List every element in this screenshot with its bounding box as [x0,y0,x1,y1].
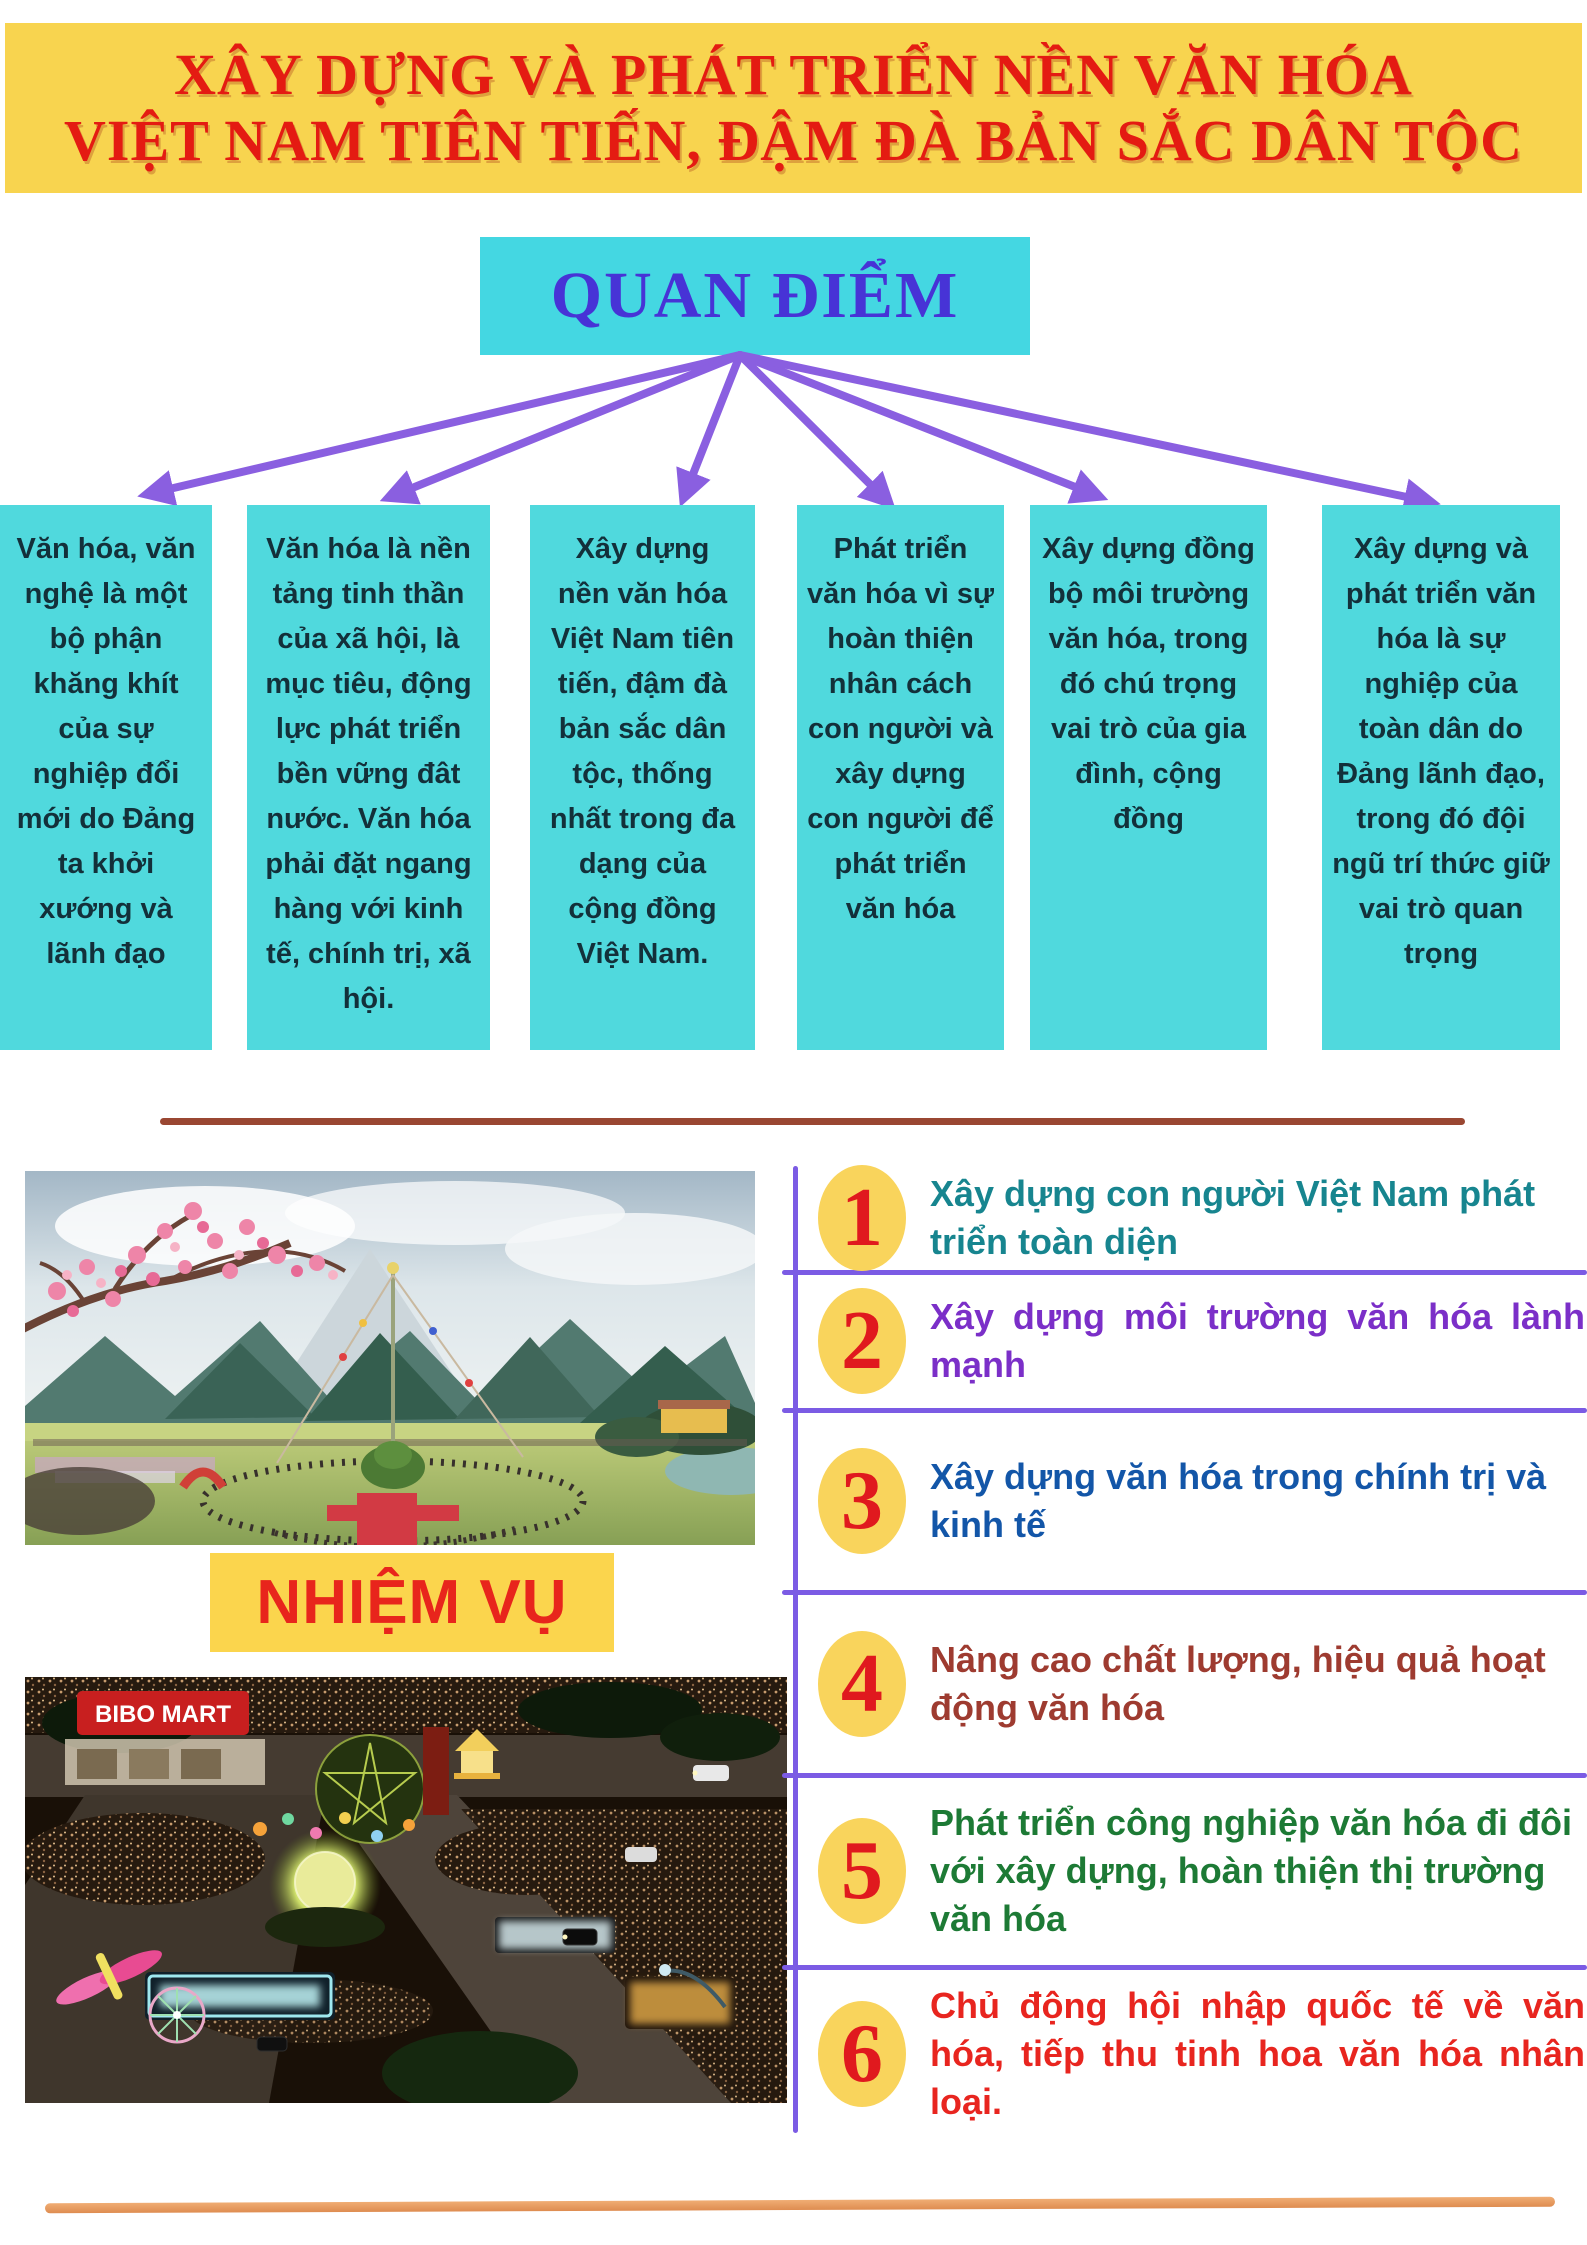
tasks-heading-box [210,1553,614,1652]
arrow-to-box-6 [740,355,1430,502]
task-item-3 [800,1412,1585,1590]
festival-photo-art [25,1171,755,1545]
viewpoint-heading-box [480,237,1030,355]
task-number-badge-3 [818,1448,906,1554]
task-number-2: 2 [841,1294,883,1387]
section-divider-line [160,1118,1465,1125]
task-number-6: 6 [841,2007,883,2100]
task-number-5: 5 [841,1824,883,1917]
task-item-5 [800,1777,1585,1965]
viewpoint-box-6: Xây dựng và phát triển văn hóa là sự nghiệp của toàn dân do Đảng lãnh đạo, trong đó đội ngũ trí thức giữ vai trò quan trọng [1322,505,1560,1050]
task-text-3: Xây dựng văn hóa trong chính trị và kinh tế [930,1456,1547,1545]
task-item-2 [800,1274,1585,1408]
night-market-photo-art [25,1677,787,2103]
festival-photo [25,1171,755,1545]
task-text-2: Xây dựng môi trường văn hóa lành mạnh [930,1296,1585,1385]
task-number-badge-6 [818,2001,906,2107]
title-line-2: VIỆT NAM TIÊN TIẾN, ĐẬM ĐÀ BẢN SẮC DÂN TỘC [64,108,1523,173]
tasks-heading: NHIỆM VỤ [256,1568,568,1637]
viewpoint-box-5: Xây dựng đồng bộ môi trường văn hóa, trong đó chú trọng vai trò của gia đình, cộng đồng [1030,505,1267,1050]
bottom-divider-line [45,2197,1555,2214]
task-number-badge-4 [818,1631,906,1737]
task-item-1 [800,1166,1585,1270]
arrow-to-box-4 [740,355,888,502]
task-text-6: Chủ động hội nhập quốc tế về văn hóa, tiếp thu tinh hoa văn hóa nhân loại. [930,1985,1585,2122]
task-number-4: 4 [841,1636,883,1730]
title-banner [5,23,1582,193]
task-number-badge-1 [818,1165,906,1271]
viewpoint-heading: QUAN ĐIỂM [550,259,960,332]
task-text-5: Phát triển công nghiệp văn hóa đi đôi với xây dựng, hoàn thiện thị trường văn hóa [930,1802,1573,1939]
task-text-4: Nâng cao chất lượng, hiệu quả hoạt động văn hóa [930,1638,1546,1728]
viewpoint-box-3: Xây dựng nền văn hóa Việt Nam tiên tiến, đậm đà bản sắc dân tộc, thống nhất trong đa dạng của cộng đồng Việt Nam. [530,505,755,1050]
bibo-mart-sign: BIBO MART [95,1701,231,1728]
task-number-3: 3 [841,1454,883,1547]
viewpoint-box-2: Văn hóa là nền tảng tinh thần của xã hội, là mục tiêu, động lực phát triển bền vững đât nước. Văn hóa phải đặt ngang hàng với kinh tế, chính trị, xã hội. [247,505,490,1050]
arrow-fan-icon [0,340,1587,520]
viewpoint-box-4: Phát triển văn hóa vì sự hoàn thiện nhân cách con người và xây dựng con người để phát triển văn hóa [797,505,1004,1050]
task-number-badge-2 [818,1288,906,1394]
tasks-vertical-line [793,1166,798,2133]
task-text-1: Xây dựng con người Việt Nam phát triển toàn diện [930,1173,1536,1262]
task-item-6 [800,1969,1585,2139]
task-number-badge-5 [818,1818,906,1924]
title-line-1: XÂY DỰNG VÀ PHÁT TRIỂN NỀN VĂN HÓA [174,42,1413,107]
night-market-photo [25,1677,787,2103]
viewpoint-box-1: Văn hóa, văn nghệ là một bộ phận khăng khít của sự nghiệp đổi mới do Đảng ta khởi xướng và lãnh đạo [0,505,212,1050]
task-item-4 [800,1594,1585,1773]
task-number-1: 1 [841,1171,883,1264]
arrow-to-box-5 [740,355,1098,496]
